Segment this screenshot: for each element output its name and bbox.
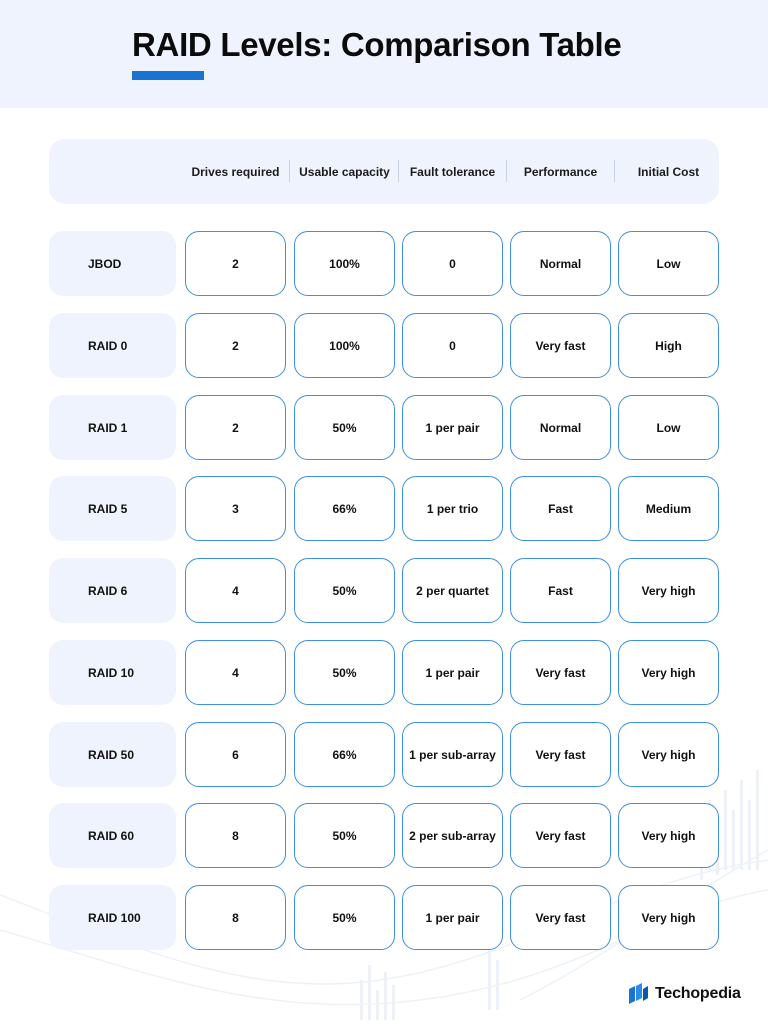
table-cell: Very fast	[510, 722, 611, 787]
table-cell: 2	[185, 313, 286, 378]
table-cell: 66%	[294, 476, 395, 541]
table-cell: Medium	[618, 476, 719, 541]
table-cell: 4	[185, 558, 286, 623]
table-cell: Normal	[510, 231, 611, 296]
row-label: RAID 50	[49, 722, 176, 787]
table-cell: 0	[402, 231, 503, 296]
table-cell: Very high	[618, 722, 719, 787]
table-cell: 8	[185, 803, 286, 868]
table-cell: 50%	[294, 558, 395, 623]
table-cell: Very high	[618, 640, 719, 705]
table-cell: 2	[185, 231, 286, 296]
table-cell: 2	[185, 395, 286, 460]
table-cell: 50%	[294, 640, 395, 705]
brand	[627, 982, 741, 1006]
table-cell: Very high	[618, 803, 719, 868]
brand-name: Techopedia	[655, 985, 741, 1002]
table-cell: Low	[618, 231, 719, 296]
table-cell: Very fast	[510, 803, 611, 868]
table-cell: 3	[185, 476, 286, 541]
table-cell: Very fast	[510, 640, 611, 705]
row-label: RAID 6	[49, 558, 176, 623]
table-cell: Very fast	[510, 885, 611, 950]
row-label: JBOD	[49, 231, 176, 296]
table-cell: 66%	[294, 722, 395, 787]
table-cell: 100%	[294, 231, 395, 296]
table-cell: Fast	[510, 558, 611, 623]
table-cell: 1 per pair	[402, 640, 503, 705]
page-title: RAID Levels: Comparison Table	[132, 26, 622, 63]
table-cell: Normal	[510, 395, 611, 460]
table-cell: 1 per pair	[402, 885, 503, 950]
table-cell: 50%	[294, 885, 395, 950]
table-cell: Very fast	[510, 313, 611, 378]
table-cell: 1 per pair	[402, 395, 503, 460]
table-cell: 100%	[294, 313, 395, 378]
table-cell: 1 per trio	[402, 476, 503, 541]
title-underline	[132, 71, 204, 80]
column-header: Drives required	[191, 164, 280, 179]
table-cell: Low	[618, 395, 719, 460]
table-cell: 8	[185, 885, 286, 950]
table-cell: 50%	[294, 395, 395, 460]
table-cell: 2 per quartet	[402, 558, 503, 623]
table-cell: High	[618, 313, 719, 378]
row-label: RAID 1	[49, 395, 176, 460]
table-cell: 0	[402, 313, 503, 378]
table-cell: 4	[185, 640, 286, 705]
table-cell: 1 per sub-array	[402, 722, 503, 787]
row-label: RAID 100	[49, 885, 176, 950]
table-cell: 2 per sub-array	[402, 803, 503, 868]
column-header: Usable capacity	[299, 164, 390, 179]
column-header: Performance	[523, 164, 598, 179]
row-label: RAID 5	[49, 476, 176, 541]
techopedia-logo-icon	[627, 983, 649, 1005]
table-cell: Very high	[618, 558, 719, 623]
row-label: RAID 0	[49, 313, 176, 378]
column-header: Fault tolerance	[409, 164, 496, 179]
column-header: Initial Cost	[637, 164, 700, 179]
row-label: RAID 60	[49, 803, 176, 868]
table-cell: 50%	[294, 803, 395, 868]
table-cell: Fast	[510, 476, 611, 541]
table-cell: 6	[185, 722, 286, 787]
row-label: RAID 10	[49, 640, 176, 705]
table-cell: Very high	[618, 885, 719, 950]
